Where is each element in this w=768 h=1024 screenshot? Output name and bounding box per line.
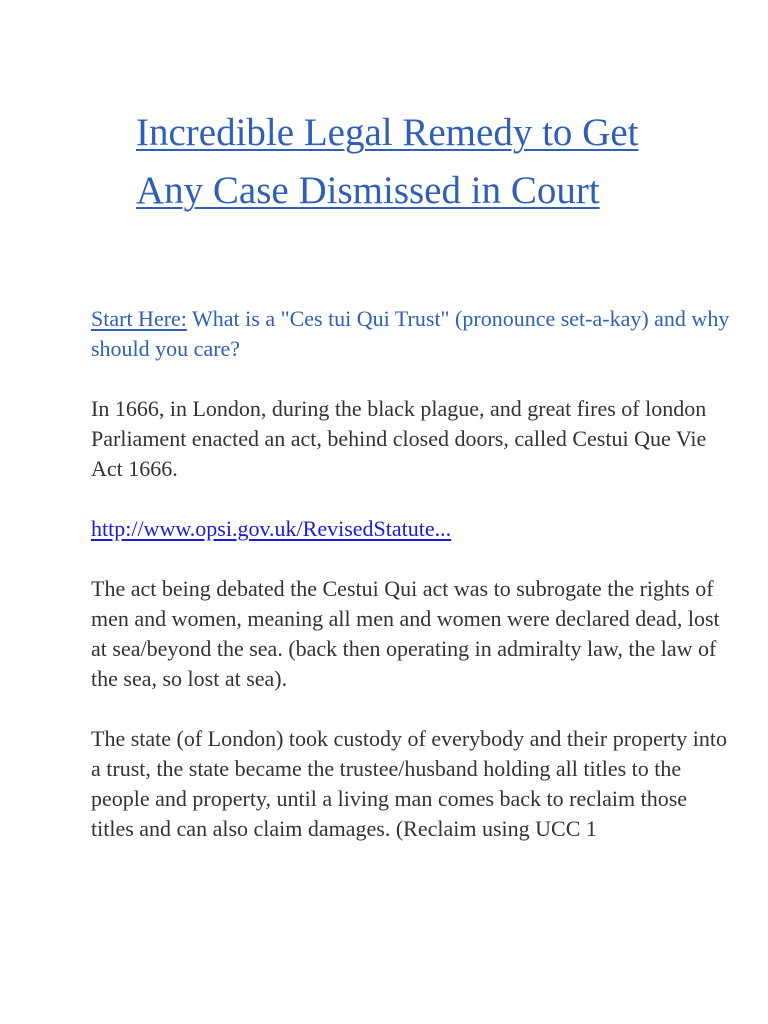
url-paragraph: [91, 514, 731, 544]
title-link[interactable]: Incredible Legal Remedy to Get Any Case Dismissed in Court: [136, 111, 639, 212]
document-body: [91, 304, 731, 874]
paragraph-1666-act: In 1666, in London, during the black plague, and great fires of london Parliament enacted an act, behind closed doors, called Cestui Que Vie Act 1666.: [91, 396, 707, 481]
opsi-statute-link[interactable]: http://www.opsi.gov.uk/RevisedStatute...: [91, 516, 452, 541]
paragraph-cestui-qui-act: The act being debated the Cestui Qui act was to subrogate the rights of men and women, meaning all men and women were declared dead, lost at sea/beyond the sea. (back then operating in admiralty law, the law of the sea, so lost at sea).: [91, 576, 720, 691]
intro-question: What is a "Ces tui Qui Trust" (pronounce set-a-kay) and why should you care?: [91, 306, 730, 361]
intro-paragraph: [91, 304, 731, 364]
start-here-link[interactable]: Start Here:: [91, 306, 187, 331]
page-title: [136, 104, 696, 220]
paragraph-state-custody: The state (of London) took custody of everybody and their property into a trust, the state became the trustee/husband holding all titles to the people and property, until a living man comes back to reclaim those titles and can also claim damages. (Reclaim using UCC 1: [91, 726, 728, 841]
